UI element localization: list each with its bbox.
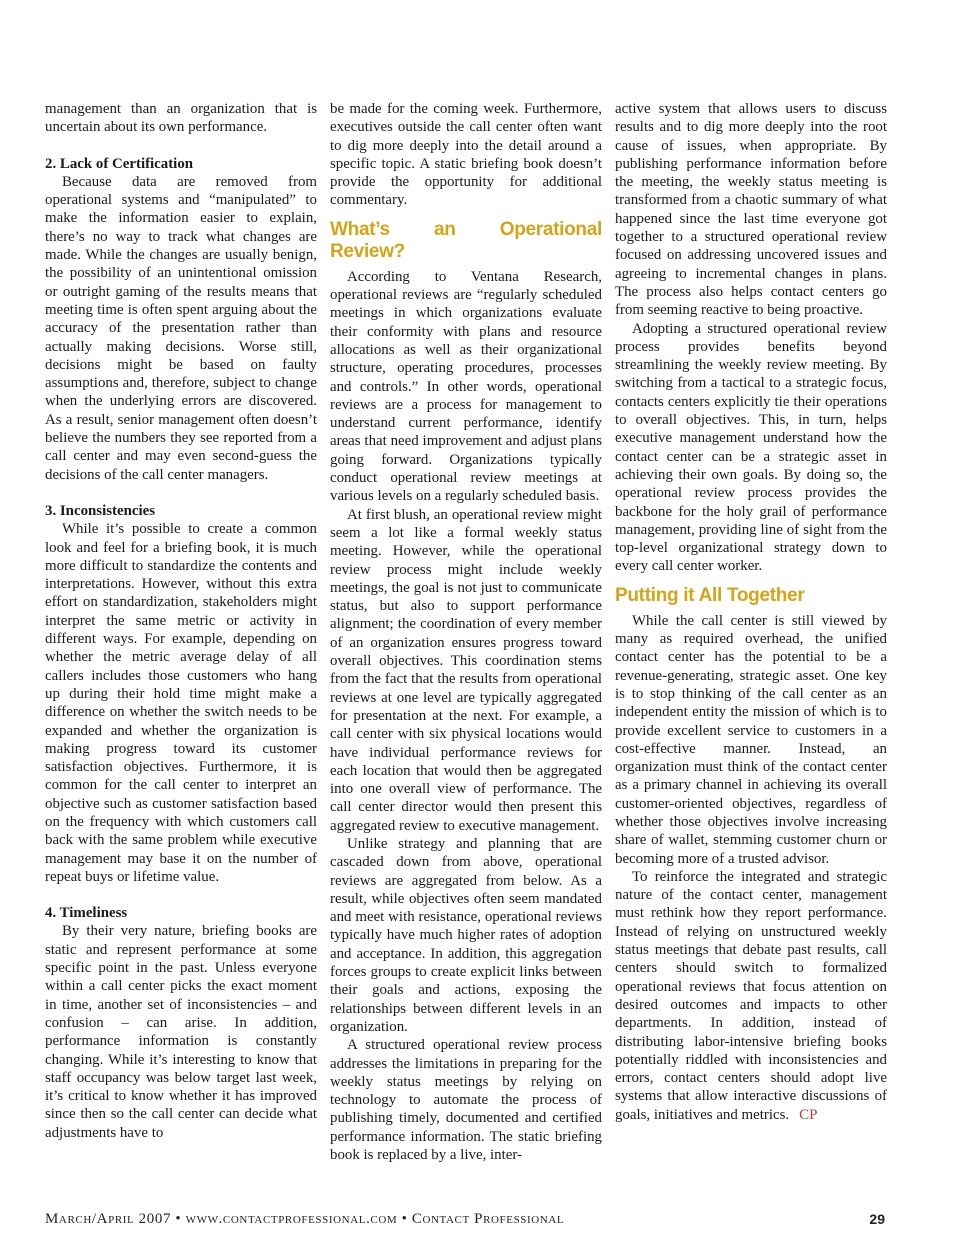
section-heading-lack-of-certification: 2. Lack of Certification [45,155,194,172]
column-1 [45,100,317,1142]
paragraph: Unlike strategy and planning that are cascaded down from above, operational reviews are aggregated from below. As a result, while objectives often seem mandated and meet with resistance, operational reviews typically have much higher rates of adoption and acceptance. In addition, this aggregation forces groups to create explicit links between their goals and actions, exposing the relationships between different levels in an organization. [330,835,602,1035]
page-number: 29 [869,1211,885,1227]
paragraph: management than an organization that is uncertain about its own performance. [45,101,317,136]
section-heading-putting-it-together: Putting it All Together [615,584,805,606]
paragraph-final-text: To reinforce the integrated and strategic nature of the contact center, management must rethink how they report performance. Instead of relying on unstructured weekly status meetings that debate past results, call centers should switch to formalized operational reviews that focus attention on desired outcomes and impacts to other departments. In addition, instead of distributing labor-intensive briefing books potentially riddled with inconsistencies and errors, contact centers should adopt live systems that allow interactive discussions of goals, initiatives and metrics. [615,868,887,1123]
page-footer [45,1211,885,1228]
paragraph: Adopting a structured operational review process provides benefits beyond streamlining the weekly review meeting. By switching from a tactical to a strategic focus, contacts centers explicitly tie their operations to overall objectives. This, in turn, helps executive management understand how the contact center can be a strategic asset in achieving their own goals. By doing so, the operational review process provides the backbone for the holy grail of performance management, providing line of sight from the top-level organizational strategy down to every call center worker. [615,320,887,575]
paragraph: While it’s possible to create a common look and feel for a briefing book, it is much more difficult to standardize the contents and interpretations. However, without this extra effort on standardization, stakeholders might interpret the same metric or activity in different ways. For example, depending on whether the metric average delay of all callers includes those customers who hang up during their hold time might make a difference on whether the switch needs to be expanded and whether the organization is making progress toward its customer satisfaction objectives. Furthermore, it is common for the call center to interpret an objective such as customer satisfaction based on the frequency with which customers call back with the same problem while executive management may base it on the number of repeat buys or lifetime value. [45,521,317,885]
paragraph-final [615,868,887,1124]
paragraph: Because data are removed from operational systems and “manipulated” to make the information easier to explain, there’s no way to track what changes are made. While the changes are usually benign, the possibility of an unintentional omission or outright gaming of the results means that meeting time is often spent arguing about the accuracy of the presentation rather than actually making decisions. Worse still, decisions might be based on faulty assumptions and, therefore, subject to change when the underlying errors are discovered. As a result, senior management often doesn’t believe the numbers they see reported from a call center and may even second-guess the decisions of the call center managers. [45,173,317,483]
paragraph: While the call center is still viewed by many as required overhead, the unified contact center has the potential to be a revenue-generating, strategic asset. One key is to stop thinking of the call center as an independent entity the mission of which is to provide excellent service to customers in a cost-effective manner. Instead, an organization must think of the contact center as a primary channel in achieving its overall customer-oriented objectives, regardless of whether those objectives involve increasing share of wallet, stemming customer churn or becoming more of a trusted advisor. [615,612,887,867]
column-2 [330,100,602,1164]
paragraph: By their very nature, briefing books are static and represent performance at some specific point in the past. Unless everyone within a call center picks the exact moment in time, another set of inconsistencies – and confusion – can arise. In addition, performance information is constantly changing. While it’s interesting to know that staff occupancy was below target last week, it’s critical to know whether it has improved since then so the call center can decide what adjustments have to [45,923,317,1141]
footer-issue-info: March/April 2007 • www.contactprofessional.com • Contact Professional [45,1211,565,1227]
paragraph: be made for the coming week. Furthermore, executives outside the call center often want to dig more deeply into the detail around a specific topic. A static briefing book doesn’t provide the opportunity for additional commentary. [330,101,602,209]
paragraph: At first blush, an operational review might seem a lot like a formal weekly status meeting. However, while the operational review process might include weekly meetings, the goal is not just to communicate status, but also to support performance alignment; the coordination of every member of an organization ensures progress toward overall objectives. This coordination stems from the fact that the results from operational reviews at one level are typically aggregated for presentation at the next. For example, a call center with six physical locations would have individual performance reviews for each location that would then be aggregated into one overall view of performance. The call center director would then present this aggregated review to executive management. [330,506,602,834]
paragraph: According to Ventana Research, operational reviews are “regularly scheduled meetings in which organizations evaluate their conformity with plans and resource allocations as well as their organizational structure, operating procedures, processes and controls.” In other words, operational reviews are a process for management to understand current performance, identify areas that need improvement and adjust plans going forward. Organizations typically conduct operational review meetings at various levels on a regularly scheduled basis. [330,268,602,505]
section-heading-inconsistencies: 3. Inconsistencies [45,502,156,519]
section-heading-operational-review: What’s an Operational Review? [330,218,602,262]
column-3 [615,100,887,1124]
section-heading-timeliness: 4. Timeliness [45,905,128,922]
end-mark: CP [799,1106,818,1123]
paragraph: A structured operational review process addresses the limitations in preparing for the weekly status meetings by relying on technology to automate the process of publishing timely, documented and certified performance information. The static briefing book is replaced by a live, inter- [330,1037,602,1164]
paragraph: active system that allows users to discuss results and to dig more deeply into the root cause of issues, when appropriate. By publishing performance information before the meeting, the weekly status meeting is transformed from a chaotic summary of what happened since the last time everyone got together to a structured operational review focused on addressing uncovered issues and agreeing to incremental changes in plans. The process also helps contact centers go from seeming reactive to being proactive. [615,101,887,319]
